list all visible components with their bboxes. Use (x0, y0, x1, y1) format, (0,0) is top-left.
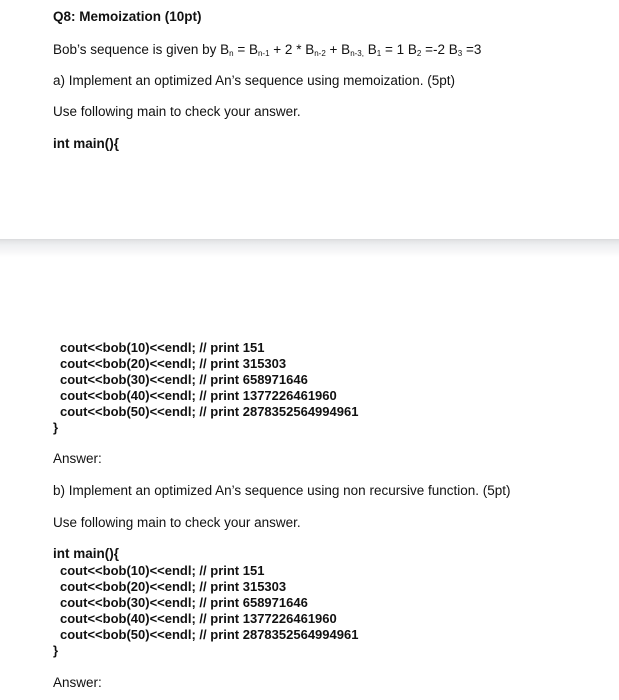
part-b-main-signature: int main(){ (53, 546, 119, 561)
part-a-main-signature: int main(){ (53, 136, 119, 151)
part-a-code-line: cout<<bob(40)<<endl; // print 1377226461960 (60, 388, 337, 403)
part-a-code-line: cout<<bob(20)<<endl; // print 315303 (60, 356, 287, 371)
sequence-intro: Bob’s sequence is given by B (53, 42, 230, 57)
sub-n: n (229, 49, 234, 58)
part-a-answer-label: Answer: (53, 451, 102, 466)
part-a-instruction: Use following main to check your answer. (53, 104, 301, 119)
part-b-code-line: cout<<bob(20)<<endl; // print 315303 (60, 579, 287, 594)
sequence-definition: Bob’s sequence is given by $B_n = B_{n-1} + 2 * B_{n-2} + B_{n-3,}$ $B_1 = 1$ $B_2 =-2$ $B_3 =3$ (53, 42, 482, 58)
question-title: Q8: Memoization (10pt) (53, 9, 202, 24)
part-b-answer-label: Answer: (53, 675, 102, 690)
part-b-code-line: cout<<bob(40)<<endl; // print 1377226461960 (60, 611, 337, 626)
part-b-closing-brace: } (53, 643, 59, 658)
part-b-code-line: cout<<bob(50)<<endl; // print 2878352564994961 (60, 627, 359, 642)
part-a-code-line: cout<<bob(50)<<endl; // print 2878352564994961 (60, 404, 359, 419)
part-a-code-line: cout<<bob(10)<<endl; // print 151 (60, 340, 265, 355)
part-a-prompt: a) Implement an optimized An’s sequence using memoization. (5pt) (53, 73, 455, 88)
part-b-prompt: b) Implement an optimized An’s sequence using non recursive function. (5pt) (53, 483, 511, 498)
part-a-code-line: cout<<bob(30)<<endl; // print 658971646 (60, 372, 308, 387)
part-a-closing-brace: } (53, 420, 59, 435)
part-b-instruction: Use following main to check your answer. (53, 515, 301, 530)
part-b-code-line: cout<<bob(30)<<endl; // print 658971646 (60, 595, 308, 610)
part-b-code-line: cout<<bob(10)<<endl; // print 151 (60, 563, 265, 578)
page-separator (0, 239, 619, 257)
